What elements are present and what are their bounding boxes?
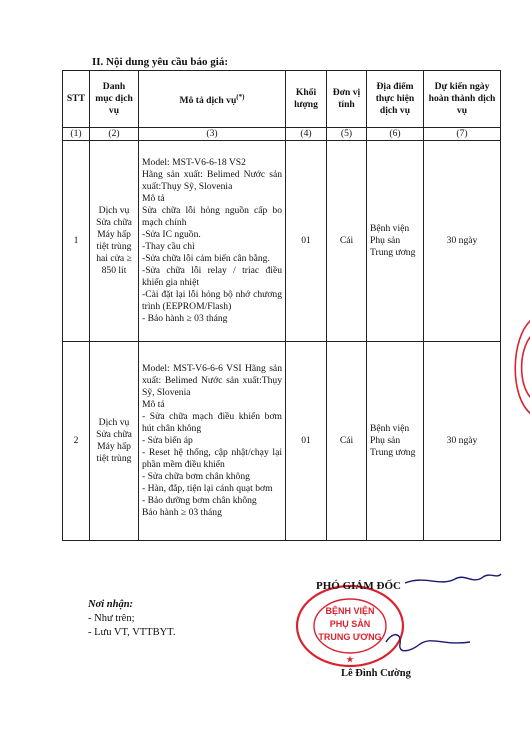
desc-line: -Thay cầu chì (142, 241, 195, 252)
header-don-vi: Đơn vị tính (327, 71, 367, 128)
signature-title: PHÓ GIÁM ĐỐC (316, 580, 401, 592)
col-number: (5) (327, 128, 367, 141)
desc-line: Mô tả (142, 399, 165, 410)
row-don-vi: Cái (327, 141, 367, 342)
recipients-label: Nơi nhận: (88, 599, 134, 610)
col-number: (1) (63, 128, 90, 141)
stamp-line-3: TRUNG ƯƠNG (318, 632, 382, 642)
col-number: (7) (424, 128, 501, 141)
desc-line: - Sửa chữa mạch điều khiển bơm hút chân không (142, 411, 282, 434)
svg-text:★: ★ (346, 655, 354, 664)
row-danh-muc: Dịch vụ Sửa chữa Máy hấp tiệt trùng (90, 342, 139, 541)
desc-line: -Sửa chữa lỗi relay / triac điều khiển gia nhiệt (142, 265, 282, 288)
partial-stamp-icon (505, 318, 530, 416)
recipient-item: - Như trên; (88, 613, 135, 624)
desc-line: -Sửa chữa lỗi cảm biến cân bằng. (142, 253, 270, 264)
signature-scribble-icon (380, 628, 475, 658)
desc-line: Mô tả (142, 193, 165, 204)
header-mo-ta (139, 71, 286, 128)
column-number-row (63, 128, 501, 141)
recipients (88, 598, 175, 640)
desc-line: - Reset hệ thống, cập nhật/chạy lại phần mềm điều khiển (142, 447, 282, 470)
row-khoi-luong: 01 (286, 342, 327, 541)
col-number: (6) (367, 128, 424, 141)
header-mo-ta-sup: (*) (236, 92, 245, 101)
signature-mark-icon (395, 565, 505, 595)
row-description (139, 342, 286, 541)
col-number: (2) (90, 128, 139, 141)
row-dia-diem: Bệnh viện Phụ sản Trung ương (367, 141, 424, 342)
desc-line: -Cài đặt lại lỗi hỏng bộ nhớ chương trình (EEPROM/Flash) (142, 289, 282, 312)
table-header-row (63, 71, 501, 128)
desc-line: - Hàn, đắp, tiện lại cánh quạt bơm (142, 483, 273, 494)
row-description (139, 141, 286, 342)
table-row (63, 141, 501, 342)
col-number: (4) (286, 128, 327, 141)
col-number: (3) (139, 128, 286, 141)
row-dia-diem: Bệnh viện Phụ sản Trung ương (367, 342, 424, 541)
row-don-vi: Cái (327, 342, 367, 541)
table-row (63, 342, 501, 541)
desc-line: Sửa chữa lỗi hỏng nguồn cấp bo mạch chính (142, 205, 282, 228)
signer-name: Lê Đình Cường (341, 668, 411, 679)
row-du-kien: 30 ngày (424, 141, 501, 342)
stamp-line-1: BỆNH VIỆN (325, 606, 375, 616)
desc-line: - Bảo dưỡng bơm chân không (142, 495, 257, 506)
header-danh-muc: Danh mục dịch vụ (90, 71, 139, 128)
desc-line: Bảo hành ≥ 03 tháng (142, 507, 222, 518)
desc-line: - Bảo hành ≥ 03 tháng (142, 313, 228, 324)
row-stt: 1 (63, 141, 90, 342)
request-table (62, 70, 501, 541)
row-danh-muc: Dịch vụ Sửa chữa Máy hấp tiệt trùng hai cửa ≥ 850 lít (90, 141, 139, 342)
header-stt: STT (63, 71, 90, 128)
recipient-item: - Lưu VT, VTTBYT. (88, 627, 176, 638)
stamp-line-2: PHỤ SẢN (329, 619, 371, 629)
desc-line: Model: MST-V6-6-18 VS2 (142, 157, 246, 168)
header-du-kien: Dự kiến ngày hoàn thành dịch vụ (424, 71, 501, 128)
desc-line: - Sửa chữa bơm chân không (142, 471, 250, 482)
row-khoi-luong: 01 (286, 141, 327, 342)
header-dia-diem: Địa điểm thực hiện dịch vụ (367, 71, 424, 128)
desc-line: Hãng sản xuất: Belimed Nước sản xuất:Thụy Sỹ, Slovenia (142, 169, 282, 192)
desc-line: -Sửa IC nguồn. (142, 229, 201, 240)
row-stt: 2 (63, 342, 90, 541)
desc-line: - Sửa biến áp (142, 435, 193, 446)
header-mo-ta-label: Mô tả dịch vụ (179, 95, 237, 107)
desc-line: Model: MST-V6-6-6 VSI Hãng sản xuất: Belimed Nước sản xuất:Thụy Sỹ, Slovenia (142, 363, 282, 398)
row-du-kien: 30 ngày (424, 342, 501, 541)
section-title: II. Nội dung yêu cầu báo giá: (92, 56, 229, 68)
header-khoi-luong: Khối lượng (286, 71, 327, 128)
